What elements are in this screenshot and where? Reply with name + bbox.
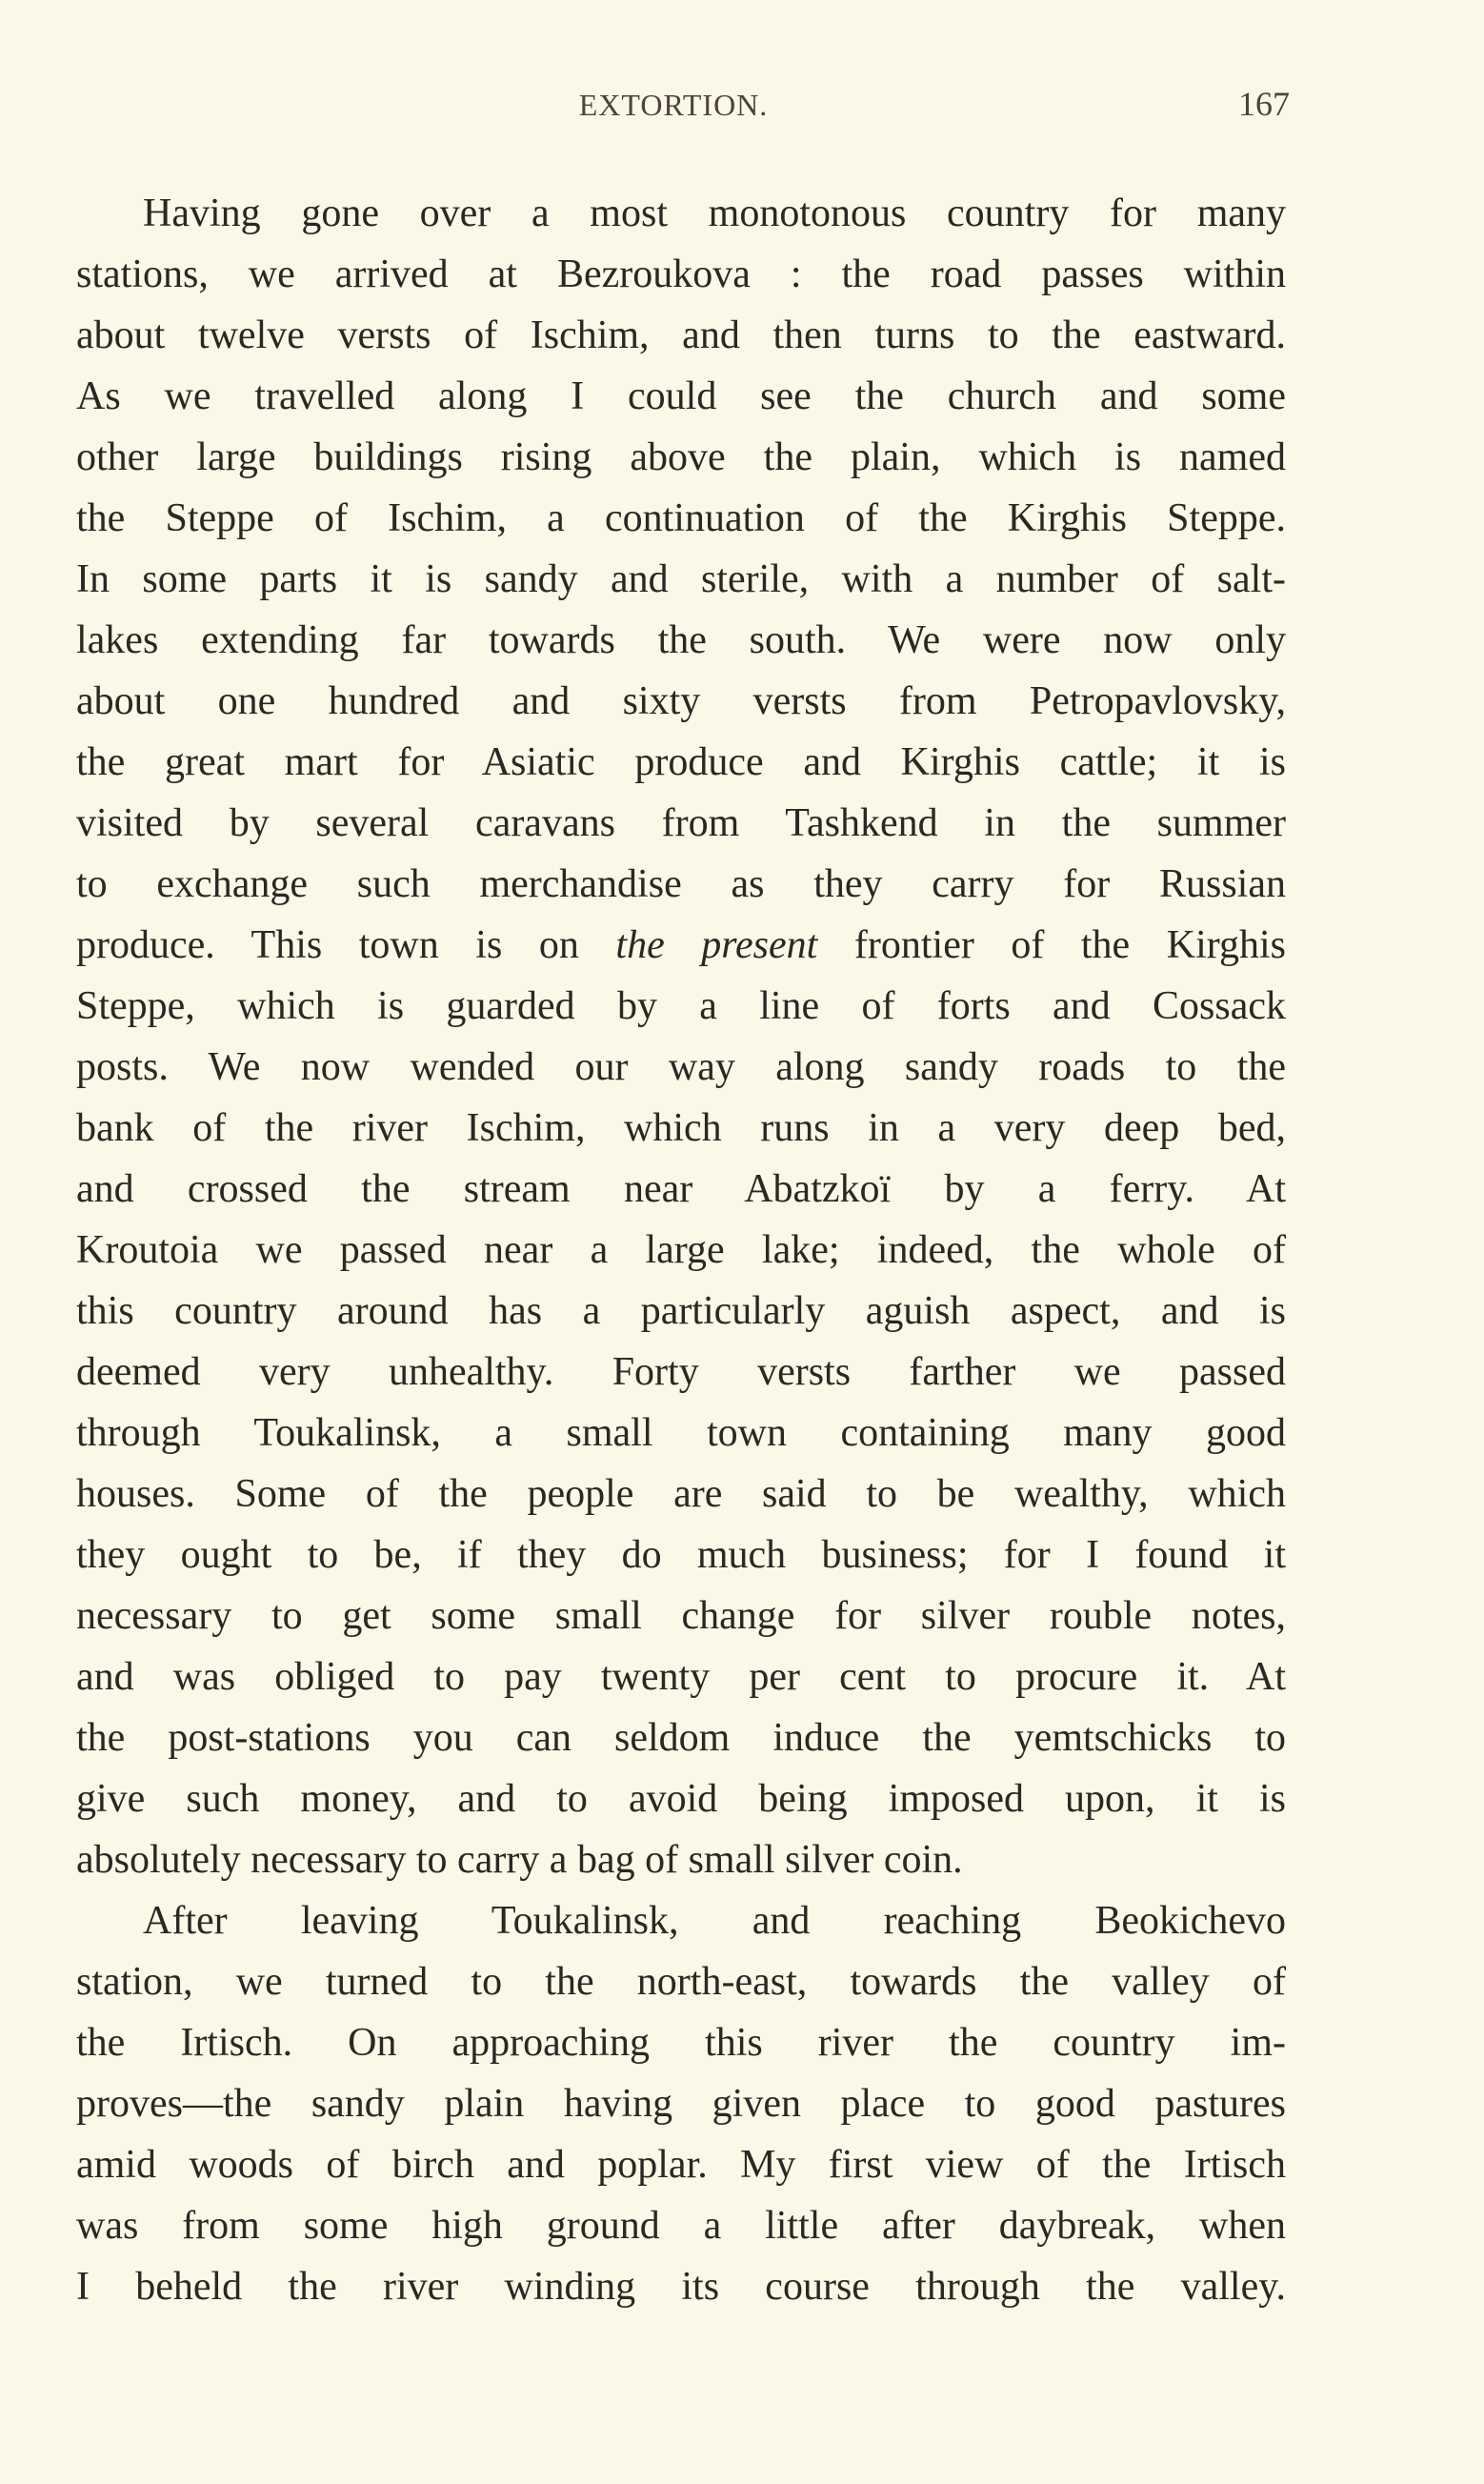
text-line: the post-stations you can seldom induce the yemtschicks to xyxy=(76,1716,1286,1760)
text-line: this country around has a particularly aguish aspect, and is xyxy=(76,1289,1286,1333)
text-line: station, we turned to the north-east, towards the valley of xyxy=(76,1960,1286,2004)
text-line: they ought to be, if they do much business; for I found it xyxy=(76,1533,1286,1577)
page-number: 167 xyxy=(1238,85,1290,123)
body-text xyxy=(76,183,1286,2317)
text-line: and was obliged to pay twenty per cent to procure it. At xyxy=(76,1655,1286,1699)
text-line: the great mart for Asiatic produce and Kirghis cattle; it is xyxy=(76,740,1286,784)
text-line: about twelve versts of Ischim, and then turns to the eastward. xyxy=(76,313,1286,357)
text-line: absolutely necessary to carry a bag of small silver coin. xyxy=(76,1838,963,1882)
text-segment: produce. This town is on xyxy=(76,923,616,967)
text-line: Having gone over a most monotonous country for many xyxy=(143,192,1286,235)
text-segment: frontier of the Kirghis xyxy=(817,923,1286,967)
text-line: Kroutoia we passed near a large lake; indeed, the whole of xyxy=(76,1228,1286,1272)
text-line: stations, we arrived at Bezroukova : the road passes within xyxy=(76,252,1286,296)
text-line: I beheld the river winding its course through the valley. xyxy=(76,2265,1286,2309)
text-line: After leaving Toukalinsk, and reaching Beokichevo xyxy=(143,1899,1286,1943)
text-line: was from some high ground a little after daybreak, when xyxy=(76,2204,1286,2248)
text-line: the Steppe of Ischim, a continuation of the Kirghis Steppe. xyxy=(76,496,1286,540)
text-line: Steppe, which is guarded by a line of forts and Cossack xyxy=(76,984,1286,1028)
text-line: and crossed the stream near Abatzkoï by a ferry. At xyxy=(76,1167,1286,1211)
text-line: about one hundred and sixty versts from Petropavlovsky, xyxy=(76,679,1286,723)
italic-emphasis: the present xyxy=(615,923,818,967)
text-line: give such money, and to avoid being imposed upon, it is xyxy=(76,1777,1286,1821)
text-line: posts. We now wended our way along sandy roads to the xyxy=(76,1045,1286,1089)
text-line: lakes extending far towards the south. We were now only xyxy=(76,618,1286,662)
text-line: houses. Some of the people are said to be wealthy, which xyxy=(76,1472,1286,1516)
text-line: to exchange such merchandise as they carry for Russian xyxy=(76,862,1286,906)
text-line: necessary to get some small change for silver rouble notes, xyxy=(76,1594,1286,1638)
text-line: As we travelled along I could see the church and some xyxy=(76,374,1286,418)
text-line: proves—the sandy plain having given place to good pastures xyxy=(76,2082,1286,2126)
running-header-title: EXTORTION. xyxy=(578,88,769,122)
text-line: other large buildings rising above the plain, which is named xyxy=(76,435,1286,479)
text-line: amid woods of birch and poplar. My first view of the Irtisch xyxy=(76,2143,1286,2187)
text-line xyxy=(76,915,1286,976)
text-line: In some parts it is sandy and sterile, with a number of salt- xyxy=(76,557,1286,601)
text-line: visited by several caravans from Tashkend in the summer xyxy=(76,801,1286,845)
text-line: the Irtisch. On approaching this river the country im- xyxy=(76,2021,1286,2065)
text-line: through Toukalinsk, a small town containing many good xyxy=(76,1411,1286,1455)
text-line: bank of the river Ischim, which runs in a very deep bed, xyxy=(76,1106,1286,1150)
text-line: deemed very unhealthy. Forty versts farther we passed xyxy=(76,1350,1286,1394)
